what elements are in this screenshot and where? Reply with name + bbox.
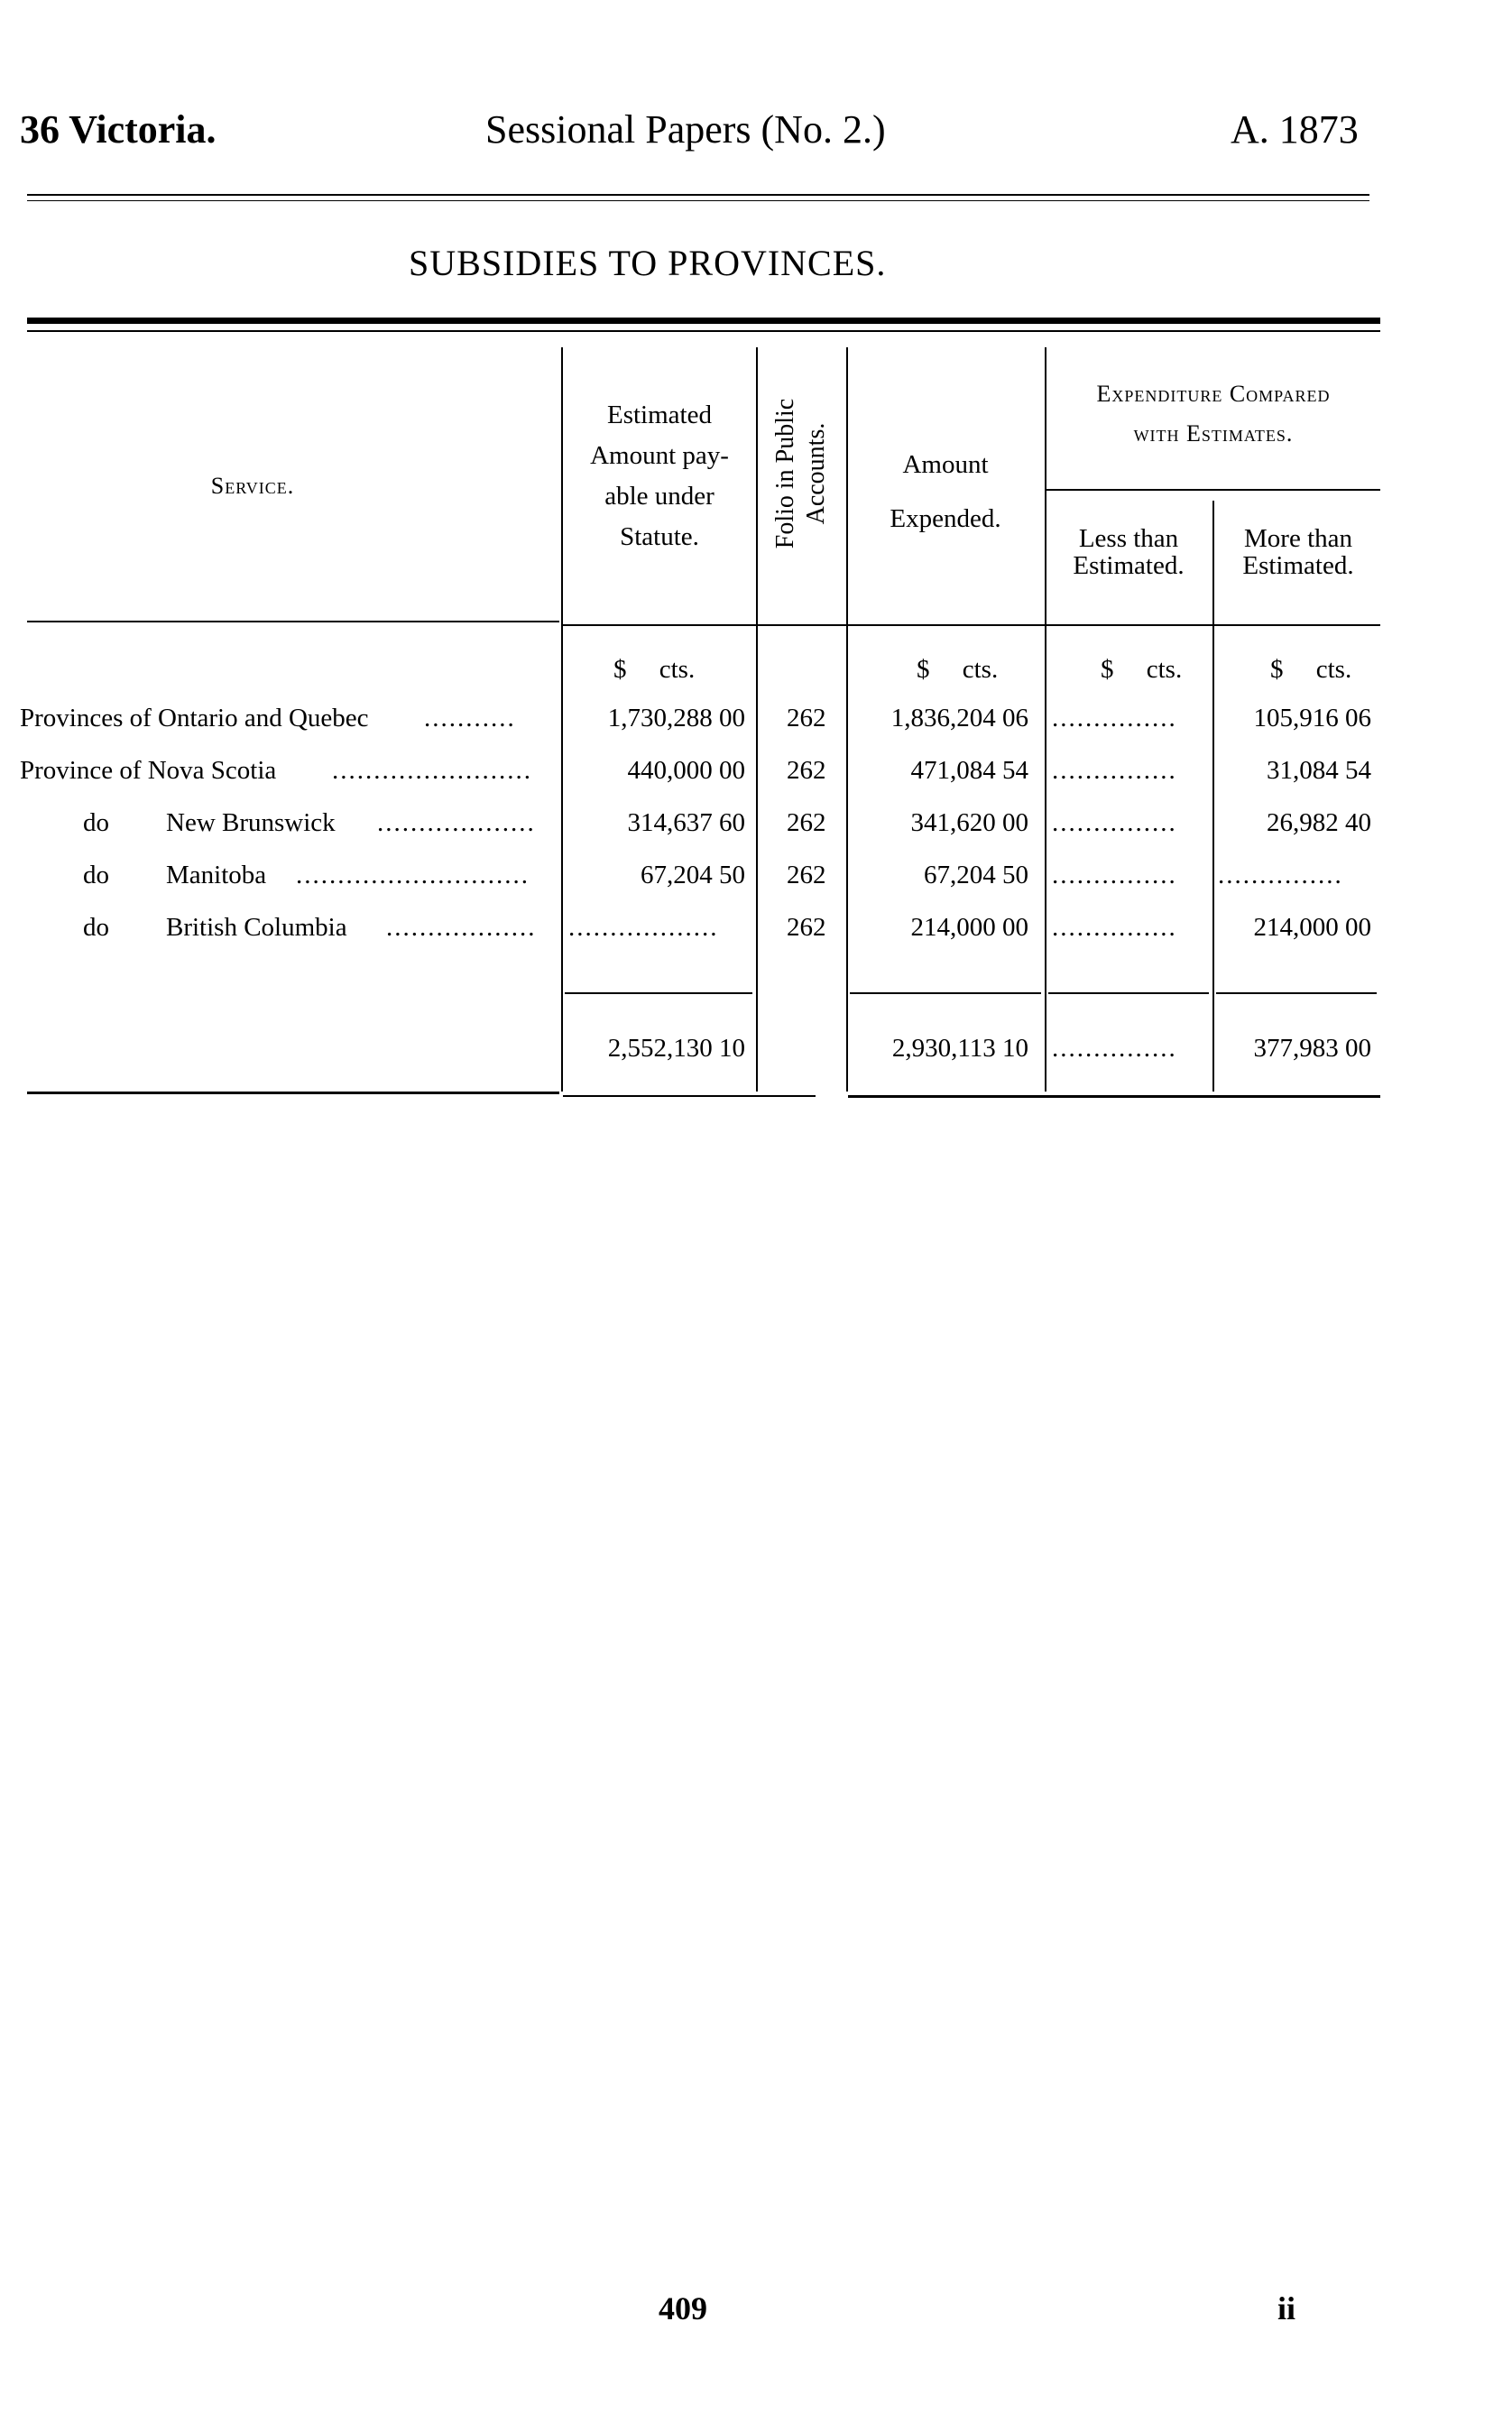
head-rule-thin-2 (27, 200, 1369, 201)
total-less: ............... (1052, 1034, 1177, 1063)
header-estimated-line-2: Amount pay- (590, 441, 729, 470)
col-divider-4 (1045, 347, 1046, 1092)
row-1-leader: ........... (424, 704, 516, 732)
row-5-leader: .................. (386, 913, 537, 942)
row-3-more: 26,982 40 (1267, 808, 1371, 837)
table-title: SUBSIDIES TO PROVINCES. (409, 243, 887, 283)
header-estimated-line-1: Estimated (607, 401, 712, 429)
row-3-prefix: do (83, 808, 109, 837)
col-divider-1 (561, 347, 563, 1092)
row-4-less: ............... (1052, 861, 1177, 889)
col-divider-5 (1212, 501, 1214, 1092)
total-expended: 2,930,113 10 (891, 1034, 1028, 1063)
bottom-rule-left (27, 1092, 559, 1094)
header-more-line-2: Estimated. (1242, 551, 1354, 580)
row-2-leader: ........................ (332, 756, 532, 785)
header-estimated-line-4: Statute. (620, 522, 699, 551)
units-expended: $ cts. (917, 655, 999, 684)
header-expended-line-1: Amount (902, 450, 989, 479)
row-5-less: ............... (1052, 913, 1177, 942)
row-4-prefix: do (83, 861, 109, 889)
total-more: 377,983 00 (1253, 1034, 1371, 1063)
header-bottom-rule-left (27, 621, 559, 622)
header-estimated (565, 395, 754, 557)
total-rule-less (1048, 992, 1209, 994)
row-5-expended: 214,000 00 (910, 913, 1028, 942)
row-3-less: ............... (1052, 808, 1177, 837)
row-3-folio: 262 (787, 808, 826, 837)
total-rule-more (1216, 992, 1377, 994)
running-head-right: A. 1873 (1231, 107, 1359, 152)
row-2-folio: 262 (787, 756, 826, 785)
total-rule-expended (850, 992, 1041, 994)
row-3-estimated: 314,637 60 (627, 808, 745, 837)
header-more-line-1: More than (1244, 524, 1352, 553)
row-4-expended: 67,204 50 (924, 861, 1028, 889)
row-2-service: Province of Nova Scotia (20, 756, 277, 785)
units-less: $ cts. (1101, 655, 1183, 684)
title-rule-thin (27, 330, 1380, 332)
row-5-estimated: .................. (568, 913, 719, 942)
row-1-estimated: 1,730,288 00 (607, 704, 745, 732)
row-1-less: ............... (1052, 704, 1177, 732)
header-less-line-1: Less than (1078, 524, 1179, 553)
bottom-rule-right (848, 1095, 1380, 1098)
running-head-left: 36 Victoria. (20, 107, 217, 152)
page-number: 409 (659, 2290, 707, 2326)
signature-mark: ii (1277, 2290, 1296, 2326)
header-more-than (1216, 525, 1380, 579)
total-rule-estimated (565, 992, 752, 994)
row-5-folio: 262 (787, 913, 826, 942)
header-expended (848, 438, 1043, 546)
row-4-folio: 262 (787, 861, 826, 889)
row-4-service: Manitoba (166, 861, 267, 889)
row-2-expended: 471,084 54 (910, 756, 1028, 785)
row-1-expended: 1,836,204 06 (890, 704, 1028, 732)
header-folio (758, 361, 844, 586)
header-estimated-line-3: able under (604, 482, 715, 511)
header-service: Service. (210, 473, 295, 499)
header-less-than (1046, 525, 1211, 579)
row-4-estimated: 67,204 50 (641, 861, 745, 889)
row-3-expended: 341,620 00 (910, 808, 1028, 837)
row-2-estimated: 440,000 00 (627, 756, 745, 785)
row-1-more: 105,916 06 (1253, 704, 1371, 732)
row-1-service: Provinces of Ontario and Quebec (20, 704, 369, 732)
title-rule-thick (27, 318, 1380, 324)
row-5-prefix: do (83, 913, 109, 942)
row-4-leader: ............................ (296, 861, 530, 889)
bottom-rule-mid (563, 1095, 816, 1097)
row-5-service: British Columbia (166, 913, 347, 942)
units-estimated: $ cts. (613, 655, 696, 684)
header-folio-text: Folio in Public Accounts. (771, 398, 830, 549)
total-estimated: 2,552,130 10 (607, 1034, 745, 1063)
row-1-folio: 262 (787, 704, 826, 732)
header-expenditure-line-1: Expenditure Compared (1096, 381, 1331, 407)
running-head-center: Sessional Papers (No. 2.) (485, 107, 886, 152)
row-3-service: New Brunswick (166, 808, 336, 837)
row-2-more: 31,084 54 (1267, 756, 1371, 785)
header-expenditure-line-2: with Estimates. (1133, 420, 1294, 447)
row-4-more: ............... (1218, 861, 1343, 889)
header-expenditure-compared (1046, 374, 1380, 454)
header-expended-line-2: Expended. (890, 504, 1001, 533)
head-rule-thin (27, 194, 1369, 196)
row-3-leader: ................... (377, 808, 536, 837)
row-5-more: 214,000 00 (1253, 913, 1371, 942)
header-bottom-rule-right (563, 624, 1380, 626)
units-more: $ cts. (1270, 655, 1352, 684)
header-less-line-2: Estimated. (1073, 551, 1185, 580)
row-2-less: ............... (1052, 756, 1177, 785)
header-subrule (1046, 489, 1380, 491)
